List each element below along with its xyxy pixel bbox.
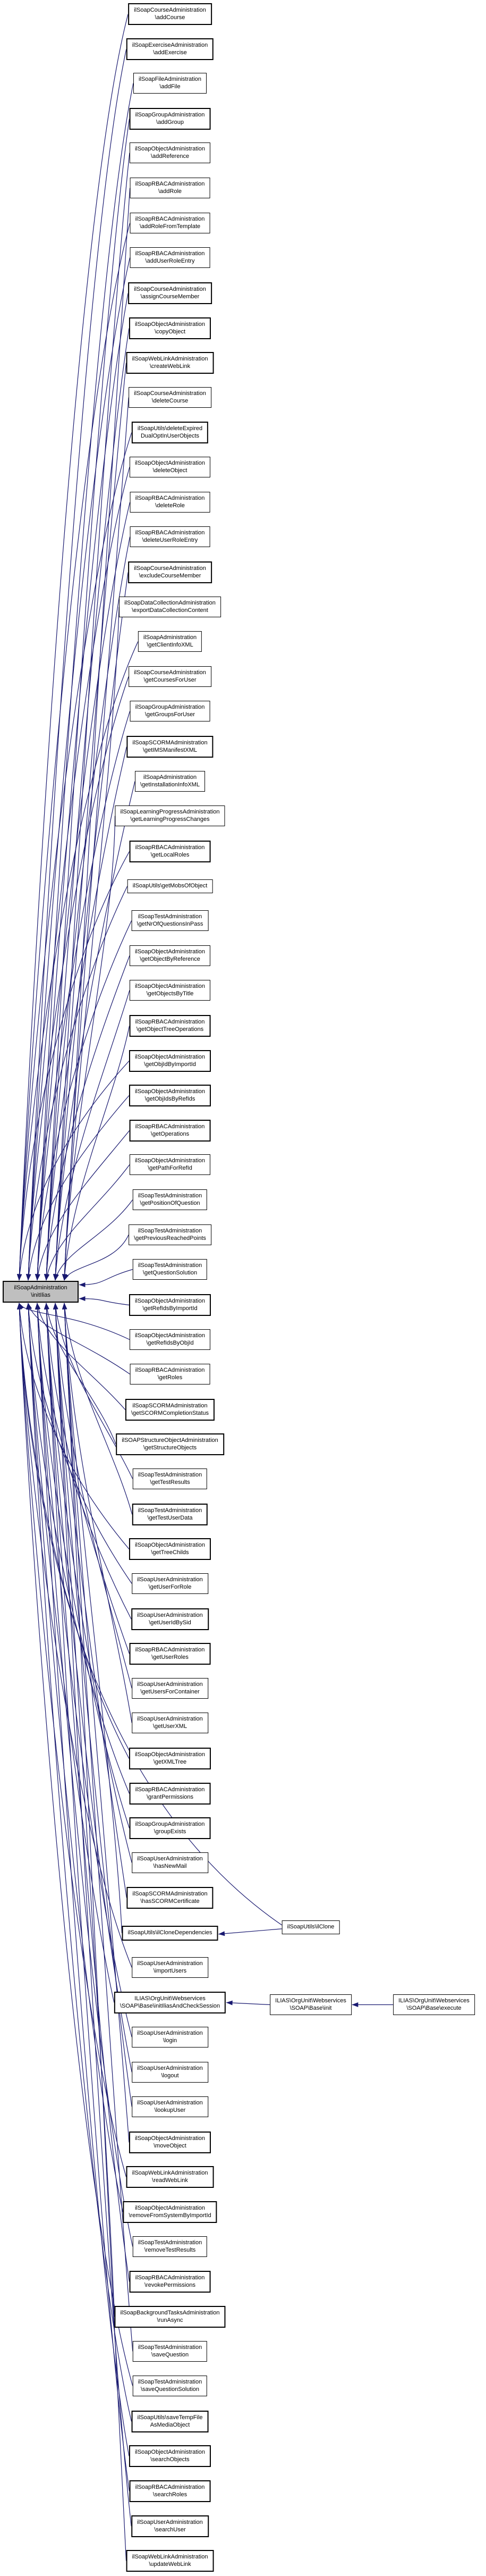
graph-node[interactable] — [130, 701, 210, 721]
node-class-line: ilSoapWebLinkAdministration — [132, 356, 208, 362]
node-class-line: ilSoapObjectAdministration — [134, 949, 206, 955]
call-edge — [64, 1303, 126, 2561]
graph-node[interactable] — [131, 1608, 209, 1630]
graph-node[interactable] — [130, 108, 211, 130]
graph-node[interactable] — [129, 387, 211, 408]
graph-node[interactable] — [114, 2306, 225, 2328]
node-class-line: ILIAS\OrgUnit\Webservices — [275, 1998, 346, 2004]
node-class-line: ilSoapUserAdministration — [137, 1960, 203, 1967]
node-class-line: ilSoapGroupAdministration — [135, 112, 205, 118]
call-edge — [37, 83, 133, 1281]
call-edge — [28, 49, 126, 1281]
node-method-line: \getTestUserData — [147, 1514, 193, 1521]
node-method-line: \addFile — [159, 83, 181, 90]
graph-node[interactable] — [130, 142, 210, 163]
node-method-line: \importUsers — [153, 1967, 187, 1974]
node-class-line: ilSoapRBACAdministration — [135, 2275, 205, 2281]
call-edge — [28, 1303, 130, 1794]
node-method-line: \searchRoles — [152, 2491, 187, 2498]
node-method-line: \addCourse — [155, 14, 185, 21]
node-method-line: \addRoleFromTemplate — [139, 223, 201, 230]
node-method-line: \grantPermissions — [146, 1793, 194, 1800]
graph-node-base-execute[interactable] — [393, 1994, 475, 2015]
graph-node[interactable] — [132, 1504, 208, 1525]
node-class-line: ilSoapObjectAdministration — [134, 460, 206, 466]
node-class-line: ilSoapTestAdministration — [138, 2344, 202, 2351]
graph-node[interactable] — [133, 2341, 207, 2362]
graph-node[interactable] — [135, 771, 205, 792]
node-class-line: ilSoapUtils\deleteExpired — [137, 425, 203, 432]
graph-node[interactable] — [129, 1294, 211, 1316]
node-method-line: \SOAP\Base\initIliasAndCheckSession — [120, 2002, 220, 2009]
graph-node[interactable] — [126, 352, 214, 374]
graph-node[interactable] — [132, 2411, 209, 2432]
graph-node[interactable] — [122, 1926, 218, 1941]
node-class-line: ilSoapRBACAdministration — [135, 1647, 205, 1653]
node-method-line: \excludeCourseMember — [139, 572, 201, 579]
node-class-line: ilSoapRBACAdministration — [135, 495, 205, 501]
node-method-line: DualOptInUserObjects — [140, 432, 200, 439]
node-method-line: \updateWebLink — [149, 2561, 191, 2567]
graph-node[interactable] — [129, 1224, 211, 1245]
node-method-line: \getUserRoles — [151, 1654, 189, 1660]
graph-node[interactable] — [130, 526, 210, 547]
node-method-line: \getNrOfQuestionsInPass — [137, 920, 203, 927]
graph-node[interactable] — [127, 879, 213, 893]
node-class-line: ilSoapCourseAdministration — [134, 565, 206, 572]
graph-node[interactable] — [130, 1783, 211, 1805]
node-method-line: \runAsync — [157, 2317, 183, 2323]
node-class-line: ilSoapCourseAdministration — [134, 286, 206, 292]
graph-node[interactable] — [130, 980, 210, 1001]
node-method-line: \login — [163, 2037, 177, 2044]
node-method-line: \searchObjects — [150, 2456, 190, 2463]
node-method-line: \assignCourseMember — [140, 293, 200, 300]
node-method-line: \getLocalRoles — [150, 851, 190, 858]
node-class-line: ilSoapObjectAdministration — [134, 2205, 206, 2211]
graph-node[interactable] — [130, 1120, 211, 1142]
node-class-line: ilSoapObjectAdministration — [134, 1542, 206, 1548]
node-class-line: ilSoapUserAdministration — [137, 1856, 203, 1862]
call-edge — [79, 1299, 129, 1305]
graph-node[interactable] — [132, 422, 208, 443]
node-class-line: ilSoapObjectAdministration — [134, 146, 206, 152]
node-method-line: \getUserXML — [152, 1723, 187, 1730]
node-method-line: \deleteRole — [155, 502, 185, 509]
graph-node[interactable] — [130, 945, 210, 966]
graph-node[interactable] — [132, 2062, 208, 2083]
call-edge — [19, 1303, 129, 1759]
graph-node[interactable] — [130, 2480, 211, 2502]
graph-node[interactable] — [129, 317, 211, 339]
node-class-line: ilSoapSCORMAdministration — [132, 1891, 208, 1897]
node-method-line: \getPositionOfQuestion — [140, 1199, 200, 1206]
graph-node[interactable] — [133, 73, 207, 94]
node-class-line: ilSoapRBACAdministration — [135, 1123, 205, 1130]
node-class-line: ilSoapUtils\ilClone — [287, 1924, 335, 1930]
node-method-line: \getQuestionSolution — [142, 1269, 198, 1276]
node-class-line: ilSoapTestAdministration — [138, 913, 202, 920]
graph-node[interactable] — [130, 841, 211, 862]
node-method-line: \hasNewMail — [153, 1862, 187, 1869]
node-method-line: \getPreviousReachedPoints — [134, 1235, 206, 1241]
graph-node[interactable] — [138, 631, 202, 652]
node-class-line: ilSoapRBACAdministration — [135, 2484, 205, 2490]
node-class-line: ilSoapWebLinkAdministration — [132, 2170, 208, 2176]
node-method-line: \getLearningProgressChanges — [130, 816, 210, 823]
node-class-line: ilSoapGroupAdministration — [135, 1821, 205, 1827]
graph-node[interactable] — [129, 666, 211, 687]
graph-node[interactable] — [133, 1259, 207, 1280]
node-method-line: \getUserIdBySid — [149, 1619, 191, 1626]
node-class-line: ilSoapCourseAdministration — [134, 669, 206, 676]
node-method-line: \getObjectTreeOperations — [136, 1026, 204, 1033]
node-class-line: ilSoapRBACAdministration — [135, 844, 205, 851]
node-method-line: \SOAP\Base\execute — [406, 2004, 462, 2011]
node-class-line: ilSoapCourseAdministration — [134, 7, 206, 13]
node-method-line: \getCoursesForUser — [143, 676, 197, 683]
node-method-line: \getObjectsByTitle — [146, 990, 194, 997]
node-class-line: ilSoapObjectAdministration — [134, 1088, 206, 1095]
graph-node[interactable] — [114, 1992, 226, 2013]
node-class-line: ilSoapExerciseAdministration — [132, 42, 208, 48]
graph-node-ilclone[interactable] — [282, 1920, 340, 1934]
node-class-line: ilSoapUtils\ilCloneDependencies — [127, 1929, 212, 1936]
node-method-line: \readWebLink — [152, 2177, 188, 2184]
node-method-line: \getTreeChilds — [151, 1549, 189, 1556]
call-edge — [37, 1303, 129, 2456]
node-class-line: ilSoapSCORMAdministration — [132, 740, 208, 746]
node-method-line: \getPathForRefId — [148, 1164, 192, 1171]
node-method-line: \removeTestResults — [144, 2246, 196, 2253]
graph-node-base-init[interactable] — [270, 1994, 352, 2015]
graph-node[interactable] — [130, 1154, 210, 1175]
node-class-line: ilSoapUserAdministration — [137, 1716, 203, 1722]
graph-node[interactable] — [133, 1189, 207, 1210]
node-class-line: ilSoapTestAdministration — [138, 1262, 202, 1269]
graph-node[interactable] — [132, 1678, 208, 1699]
node-class-line: ilSoapObjectAdministration — [134, 1298, 206, 1304]
node-class-line: ilSoapObjectAdministration — [134, 2135, 206, 2142]
node-method-line: \addReference — [150, 153, 190, 160]
node-class-line: ilSoapTestAdministration — [138, 2239, 202, 2246]
node-class-line: ilSoapUserAdministration — [137, 1576, 203, 1583]
call-edge — [28, 1303, 132, 2422]
node-class-line: ilSoapObjectAdministration — [134, 1751, 206, 1758]
node-method-line: \getClientInfoXML — [147, 641, 193, 648]
graph-node[interactable] — [130, 1643, 211, 1665]
graph-node[interactable] — [130, 1329, 210, 1350]
node-method-line: \deleteUserRoleEntry — [142, 536, 198, 543]
node-method-line: AsMediaObject — [150, 2421, 190, 2428]
node-method-line: \getGroupsForUser — [144, 711, 195, 718]
graph-node[interactable] — [130, 492, 210, 513]
node-class-line: ilSOAPStructureObjectAdministration — [122, 1437, 218, 1444]
node-class-line: ilSoapSCORMAdministration — [132, 1403, 208, 1409]
node-class-line: ilSoapRBACAdministration — [135, 1019, 205, 1025]
graph-node[interactable] — [132, 1713, 208, 1733]
graph-node[interactable] — [133, 2236, 207, 2257]
graph-node[interactable] — [115, 805, 225, 826]
graph-node[interactable] — [126, 2166, 214, 2188]
node-method-line: \getInstallationInfoXML — [140, 781, 200, 788]
node-class-line: ilSoapUserAdministration — [137, 2100, 203, 2106]
call-edge — [46, 1303, 132, 2072]
node-class-line: ilSoapObjectAdministration — [134, 2449, 206, 2455]
node-method-line: \hasSCORMCertificate — [140, 1898, 200, 1904]
graph-node[interactable] — [132, 1957, 208, 1978]
graph-node[interactable] — [133, 2376, 207, 2396]
node-method-line: \getStructureObjects — [143, 1444, 197, 1451]
graph-node[interactable] — [132, 1573, 208, 1594]
node-class-line: ilSoapRBACAdministration — [135, 250, 205, 257]
node-method-line: \getObjectByReference — [140, 955, 200, 962]
graph-node[interactable] — [130, 1015, 211, 1037]
call-edge — [28, 886, 127, 1280]
node-class-line: ilSoapCourseAdministration — [134, 390, 206, 397]
node-class-line: ilSoapUserAdministration — [137, 2030, 203, 2036]
graph-node[interactable] — [128, 282, 212, 304]
node-class-line: ilSoapTestAdministration — [138, 1507, 202, 1514]
call-edge — [55, 1303, 126, 1898]
node-class-line: ilSoapLearningProgressAdministration — [120, 809, 220, 815]
node-method-line: \createWebLink — [149, 363, 191, 370]
graph-node[interactable] — [126, 2550, 214, 2572]
node-method-line: \searchUser — [154, 2526, 186, 2533]
node-class-line: ilSoapUserAdministration — [137, 1612, 203, 1618]
node-class-line: ilSoapTestAdministration — [138, 1472, 202, 1478]
graph-node[interactable] — [126, 1887, 213, 1909]
graph-node[interactable] — [119, 597, 221, 617]
graph-node[interactable] — [125, 1399, 215, 1421]
node-method-line: \lookupUser — [154, 2107, 186, 2113]
graph-node[interactable] — [129, 1748, 211, 1769]
node-class-line: ilSoapUtils\getMobsOfObject — [132, 883, 208, 889]
call-edge — [28, 258, 130, 1281]
node-method-line: \groupExists — [154, 1828, 186, 1835]
node-method-line: \getUsersForContainer — [140, 1688, 200, 1695]
graph-node[interactable] — [130, 178, 210, 198]
graph-node[interactable] — [131, 2515, 209, 2537]
node-method-line: \logout — [161, 2072, 179, 2079]
central-node — [3, 1281, 79, 1303]
node-class-line: ilSoapRBACAdministration — [135, 216, 205, 222]
graph-node[interactable] — [129, 1085, 211, 1106]
node-class-line: ilSoapObjectAdministration — [134, 983, 206, 989]
graph-node[interactable] — [132, 910, 209, 931]
node-method-line: \deleteCourse — [151, 397, 189, 404]
node-class-line: ilSoapUtils\saveTempFile — [137, 2414, 203, 2421]
node-method-line: \getSCORMCompletionStatus — [131, 1409, 209, 1416]
node-class-line: ilSoapAdministration — [143, 634, 197, 641]
call-edge — [226, 2003, 270, 2005]
node-class-line: ILIAS\OrgUnit\Webservices — [134, 1995, 206, 2002]
graph-node[interactable] — [130, 1817, 211, 1839]
call-edge — [55, 573, 128, 1281]
call-edge — [19, 1303, 130, 1340]
call-edge — [55, 1303, 131, 2527]
node-method-line: \addGroup — [156, 119, 184, 125]
node-class-line: ilSoapRBACAdministration — [135, 181, 205, 187]
node-method-line: \getOperations — [150, 1130, 190, 1137]
node-class-line: ilSoapRBACAdministration — [135, 530, 205, 536]
node-class-line: ilSoapTestAdministration — [138, 1228, 202, 1234]
node-method-line: \saveQuestionSolution — [140, 2386, 200, 2393]
graph-node[interactable] — [129, 2132, 211, 2153]
node-class-line: ilSoapAdministration — [143, 774, 197, 781]
node-class-line: ilSoapUserAdministration — [137, 2065, 203, 2071]
graph-node[interactable] — [132, 2027, 208, 2048]
graph-node[interactable] — [129, 1538, 211, 1560]
graph-node[interactable] — [132, 2096, 208, 2117]
graph-node[interactable] — [129, 1050, 211, 1072]
graph-node[interactable] — [128, 3, 212, 25]
node-method-line: \getUserForRole — [148, 1583, 192, 1590]
node-method-line: \revokePermissions — [144, 2281, 195, 2288]
node-class-line: ilSoapObjectAdministration — [134, 1157, 206, 1164]
call-edge — [218, 1929, 282, 1934]
call-edge — [19, 642, 138, 1281]
graph-node[interactable] — [130, 1364, 210, 1385]
node-class-line: ilSoapObjectAdministration — [134, 1332, 206, 1339]
node-class-line: ilSoapRBACAdministration — [135, 1786, 205, 1793]
graph-node[interactable] — [130, 247, 210, 268]
node-class-line: ilSoapUserAdministration — [137, 2519, 203, 2525]
node-class-line: ilSoapUserAdministration — [137, 1681, 203, 1688]
graph-node[interactable] — [133, 1469, 207, 1489]
node-method-line: \saveQuestion — [151, 2351, 189, 2358]
central-method-line: \initIlias — [31, 1291, 50, 1298]
node-method-line: \getRefIdsByObjId — [146, 1339, 194, 1346]
graph-node[interactable] — [126, 736, 213, 758]
node-method-line: \getTestResults — [150, 1479, 190, 1486]
node-method-line: \addUserRoleEntry — [145, 257, 195, 264]
node-class-line: ilSoapGroupAdministration — [135, 704, 205, 710]
node-class-line: ilSoapTestAdministration — [138, 2379, 202, 2385]
graph-node[interactable] — [130, 457, 210, 477]
node-method-line: \getObjIdByImportId — [144, 1061, 196, 1068]
node-class-line: ilSoapObjectAdministration — [134, 321, 206, 328]
node-class-line: ilSoapDataCollectionAdministration — [124, 600, 216, 606]
node-method-line: \getRefIdsByImportId — [142, 1305, 198, 1312]
graph-node[interactable] — [132, 1852, 208, 1873]
graph-node[interactable] — [129, 2445, 211, 2467]
node-method-line: \exportDataCollectionContent — [132, 607, 208, 614]
node-method-line: \addExercise — [153, 49, 187, 56]
graph-node[interactable] — [130, 2271, 211, 2293]
node-class-line: ILIAS\OrgUnit\Webservices — [398, 1998, 470, 2004]
node-class-line: ilSoapRBACAdministration — [135, 1367, 205, 1373]
call-edge — [79, 1270, 133, 1285]
node-method-line: \addRole — [158, 188, 182, 195]
node-class-line: ilSoapTestAdministration — [138, 1193, 202, 1199]
graph-node[interactable] — [128, 561, 212, 583]
central-class-line: ilSoapAdministration — [14, 1285, 67, 1291]
node-method-line: \getRoles — [157, 1374, 183, 1381]
node-class-line: ilSoapBackgroundTasksAdministration — [120, 2310, 220, 2316]
node-method-line: \SOAP\Base\init — [289, 2004, 332, 2011]
node-method-line: \getObjIdsByRefIds — [144, 1095, 195, 1102]
call-edge — [64, 1235, 129, 1281]
node-method-line: \deleteObject — [152, 467, 187, 474]
graph-node[interactable] — [123, 2201, 217, 2223]
node-class-line: ilSoapObjectAdministration — [134, 1054, 206, 1060]
node-method-line: \getXMLTree — [153, 1758, 187, 1765]
node-method-line: \moveObject — [154, 2142, 186, 2149]
node-method-line: \getIMSManifestXML — [142, 746, 198, 753]
graph-node[interactable] — [116, 1433, 224, 1455]
node-class-line: ilSoapWebLinkAdministration — [132, 2554, 208, 2560]
node-method-line: \removeFromSystemByImportId — [129, 2212, 211, 2219]
graph-node[interactable] — [126, 38, 214, 60]
call-edge — [64, 1026, 130, 1281]
graph-node[interactable] — [130, 213, 210, 233]
node-class-line: ilSoapFileAdministration — [139, 76, 201, 82]
node-method-line: \copyObject — [154, 328, 186, 335]
